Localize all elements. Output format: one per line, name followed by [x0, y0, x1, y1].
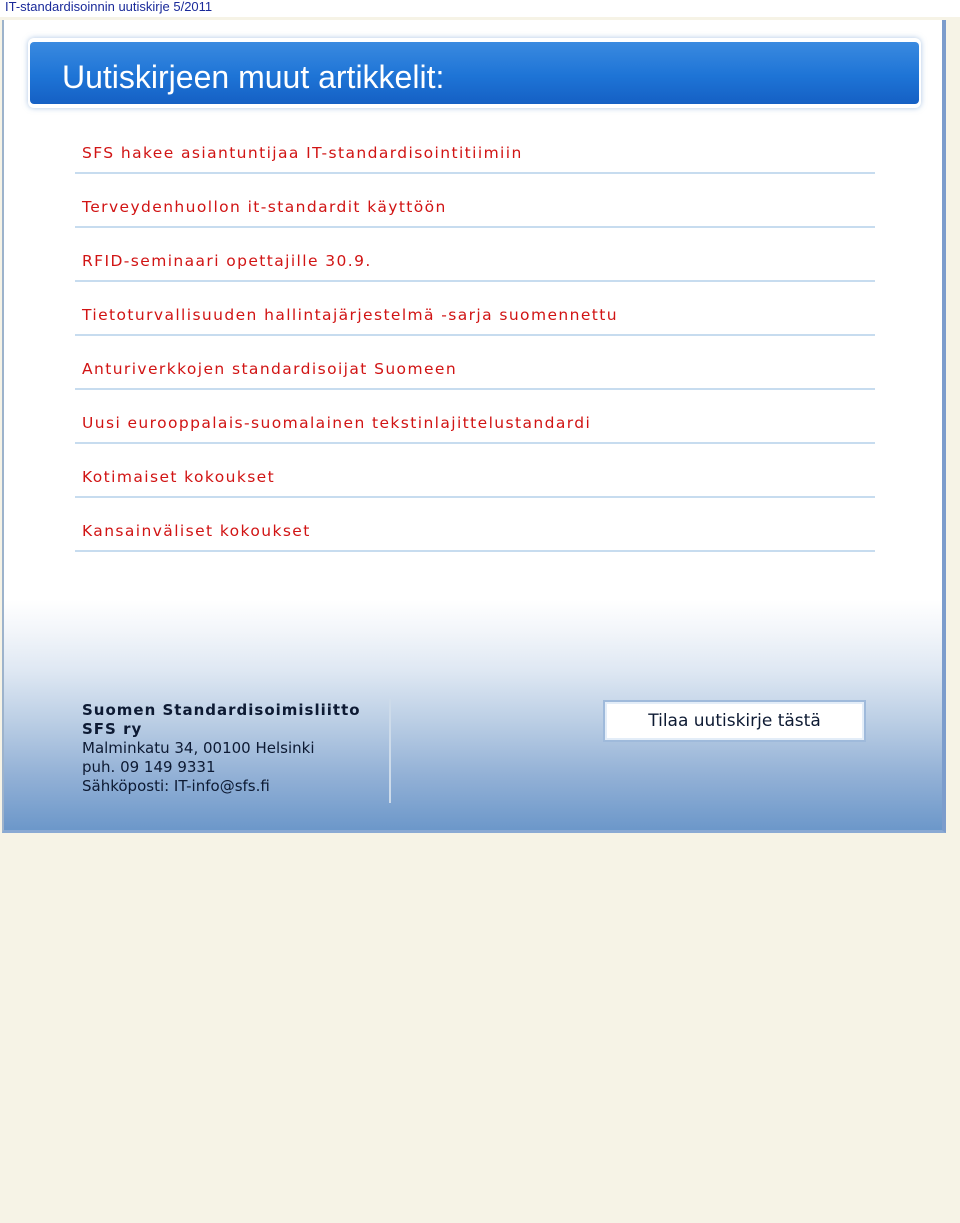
- article-link-terveydenhuolto[interactable]: Terveydenhuollon it-standardit käyttöön: [82, 198, 447, 216]
- article-link-tietoturva[interactable]: Tietoturvallisuuden hallintajärjestelmä -sarja suomennettu: [82, 306, 618, 324]
- list-item: [75, 444, 875, 498]
- street-address: Malminkatu 34, 00100 Helsinki: [82, 739, 315, 757]
- email-address[interactable]: Sähköposti: IT-info@sfs.fi: [82, 777, 270, 795]
- subscribe-button[interactable]: Tilaa uutiskirje tästä: [603, 700, 866, 742]
- phone-number: puh. 09 149 9331: [82, 758, 216, 776]
- article-link-sfs-asiantuntija[interactable]: SFS hakee asiantuntijaa IT-standardisointitiimiin: [82, 144, 523, 162]
- org-short-name: SFS ry: [82, 720, 143, 738]
- page-title: IT-standardisoinnin uutiskirje 5/2011: [5, 0, 213, 14]
- article-link-tekstinlajittelu[interactable]: Uusi eurooppalais-suomalainen tekstinlajittelustandardi: [82, 414, 592, 432]
- list-item: [75, 498, 875, 552]
- section-banner-bar: [30, 42, 919, 104]
- article-link-anturiverkot[interactable]: Anturiverkkojen standardisoijat Suomeen: [82, 360, 458, 378]
- list-item: [75, 174, 875, 228]
- article-link-kotimaiset-kokoukset[interactable]: Kotimaiset kokoukset: [82, 468, 276, 486]
- section-title: Uutiskirjeen muut artikkelit:: [62, 59, 445, 95]
- section-banner: [28, 38, 921, 108]
- list-item: [75, 282, 875, 336]
- org-name: Suomen Standardisoimisliitto: [82, 701, 361, 719]
- list-item: [75, 390, 875, 444]
- list-item: [75, 228, 875, 282]
- footer-divider: [389, 699, 391, 803]
- article-link-kansainvaliset-kokoukset[interactable]: Kansainväliset kokoukset: [82, 522, 311, 540]
- article-link-rfid-seminaari[interactable]: RFID-seminaari opettajille 30.9.: [82, 252, 372, 270]
- page-header-bar: [0, 0, 960, 17]
- footer-contact: [82, 701, 361, 796]
- list-item: [75, 336, 875, 390]
- article-list: [75, 120, 875, 552]
- list-item: [75, 120, 875, 174]
